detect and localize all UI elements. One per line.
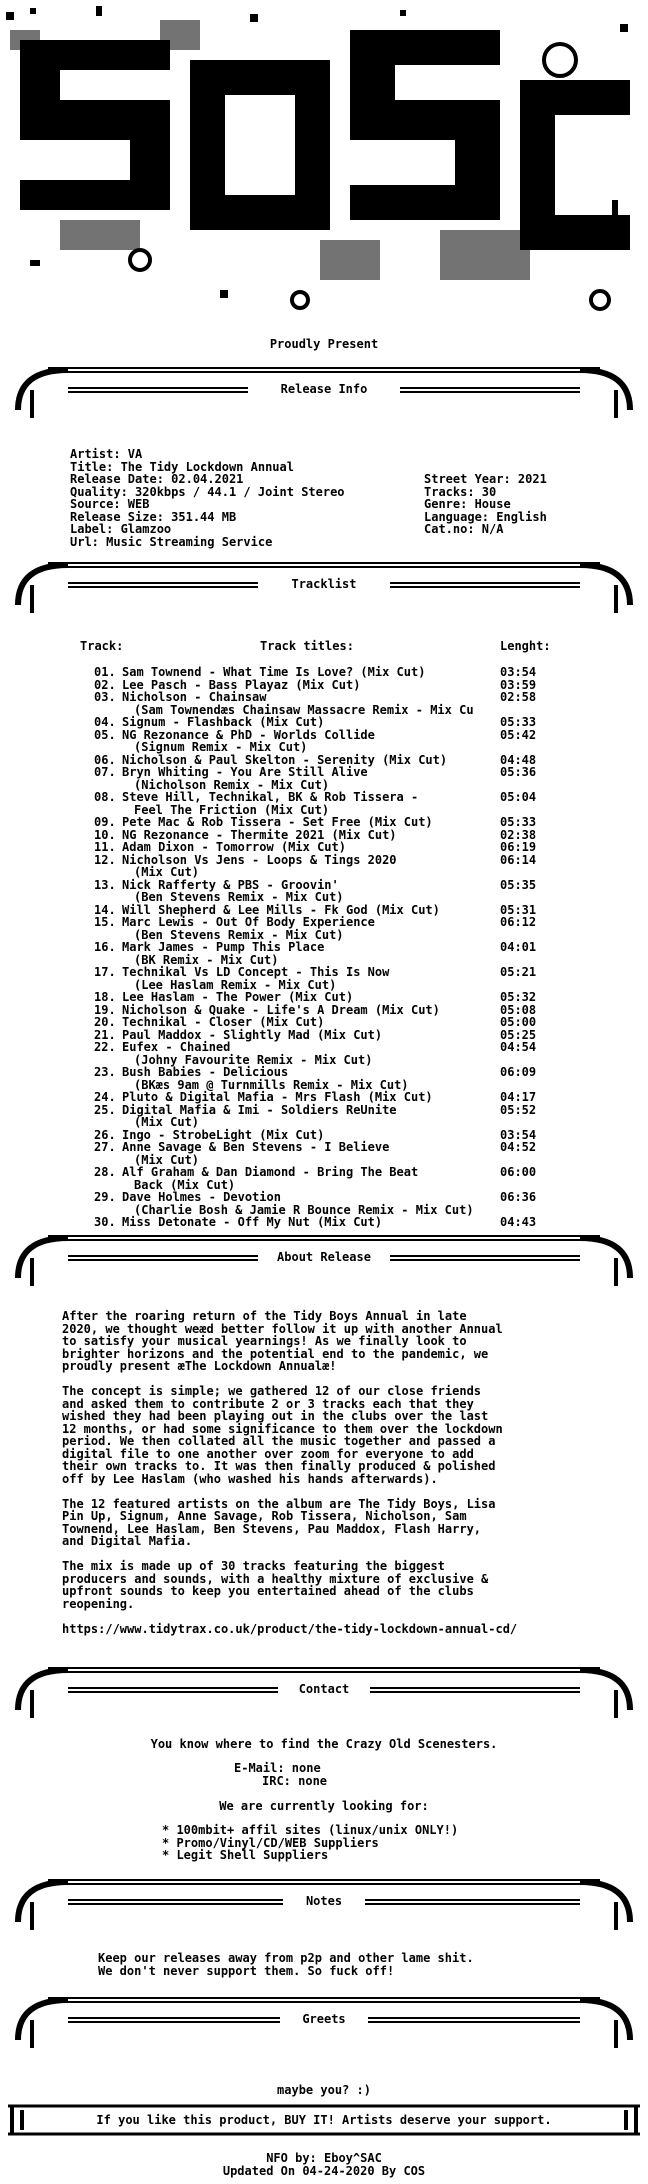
track-number: 09. (94, 815, 116, 829)
track-number: 04. (94, 715, 116, 729)
track-row (94, 791, 564, 804)
track-title: Pete Mac & Rob Tissera - Set Free (Mix Cut) (122, 815, 433, 829)
section-title: Greets (302, 2012, 346, 2026)
track-number: 02. (94, 677, 116, 692)
about-line: upfront sounds to keep you entertained ahead of the clubs (62, 1584, 474, 1598)
section-header-release-info (8, 360, 640, 420)
track-title: Marc Lewis - Out Of Body Experience (122, 915, 375, 929)
track-title: (Mix Cut) (134, 1152, 200, 1167)
track-row (94, 941, 564, 954)
track-title: Mark James - Pump This Place (122, 940, 325, 954)
track-row (94, 1066, 564, 1079)
track-row (94, 1141, 564, 1154)
track-number: 21. (94, 1027, 116, 1042)
about-line: After the roaring return of the Tidy Boys Annual in late (62, 1309, 467, 1323)
buy-it-text: If you like this product, BUY IT! Artists deserve your support. (96, 2113, 552, 2127)
track-length: 02:58 (500, 690, 537, 704)
track-title: (Mix Cut) (134, 1115, 200, 1129)
track-title: Alf Graham & Dan Diamond - Bring The Beat (122, 1165, 419, 1179)
track-row (94, 1191, 564, 1204)
track-title: Technikal - Closer (Mix Cut) (122, 1015, 325, 1029)
track-title: NG Rezonance - Thermite 2021 (Mix Cut) (122, 827, 397, 842)
track-number: 17. (94, 965, 116, 979)
track-title: Lee Pasch - Bass Playaz (Mix Cut) (122, 677, 361, 692)
track-title: Ingo - StrobeLight (Mix Cut) (122, 1127, 325, 1142)
track-length: 03:59 (500, 677, 537, 692)
track-title: Feel The Friction (Mix Cut) (134, 802, 330, 817)
about-line: Pin Up, Signum, Anne Savage, Rob Tissera, Nicholson, Sam (62, 1509, 467, 1523)
track-number: 24. (94, 1090, 116, 1104)
track-row (94, 991, 564, 1004)
track-title: (Nicholson Remix - Mix Cut) (134, 777, 330, 792)
track-length: 05:21 (500, 965, 537, 979)
track-length: 05:42 (500, 727, 537, 742)
release-line: Quality: 320kbps / 44.1 / Joint Stereo (70, 484, 345, 499)
track-number: 16. (94, 940, 116, 954)
track-length: 06:00 (500, 1165, 537, 1179)
track-row (94, 716, 564, 729)
track-row (94, 891, 564, 904)
track-title: Lee Haslam - The Power (Mix Cut) (122, 990, 354, 1004)
track-row (94, 1116, 564, 1129)
contact-irc: IRC: none (262, 1774, 328, 1788)
track-length: 04:48 (500, 752, 537, 767)
track-number: 22. (94, 1040, 116, 1054)
release-line: Release Date: 02.04.2021 (70, 472, 244, 486)
track-title: Miss Detonate - Off My Nut (Mix Cut) (122, 1215, 383, 1229)
track-title: Nick Rafferty & PBS - Groovin' (122, 877, 339, 892)
intro-text: Proudly Present (269, 337, 379, 351)
section-header-about (8, 1228, 640, 1288)
about-line: 12 months, or had some significance to them over the lockdown (62, 1421, 503, 1436)
list-item: * Legit Shell Suppliers (162, 1848, 329, 1862)
track-number: 13. (94, 877, 116, 892)
track-title: Nicholson & Quake - Life's A Dream (Mix Cut) (122, 1002, 440, 1017)
track-row (94, 1091, 564, 1104)
track-title: Digital Mafia & Imi - Soldiers ReUnite (122, 1102, 397, 1117)
about-line: and Digital Mafia. (62, 1534, 193, 1548)
track-number: 05. (94, 727, 116, 742)
track-number: 23. (94, 1065, 116, 1079)
track-number: 29. (94, 1190, 116, 1204)
track-title: Will Shepherd & Lee Mills - Fk God (Mix Cut) (122, 902, 440, 917)
track-title: (BK Remix - Mix Cut) (134, 952, 279, 967)
track-number: 10. (94, 827, 116, 842)
logo-shape-c (520, 80, 630, 250)
contact-email: E-Mail: none (234, 1761, 321, 1775)
updated-text: Updated On 04-24-2020 By COS (222, 2164, 426, 2178)
track-title: Dave Holmes - Devotion (122, 1190, 281, 1204)
contact-intro: You know where to find the Crazy Old Scenesters. (150, 1737, 498, 1751)
track-row (94, 1166, 564, 1179)
track-length: 05:33 (500, 815, 537, 829)
release-line: Tracks: 30 (424, 484, 497, 499)
release-info-right (424, 473, 547, 536)
track-number: 19. (94, 1002, 116, 1017)
about-line: wished they had been playing out in the clubs over the last (62, 1409, 489, 1423)
track-title: Bush Babies - Delicious (122, 1065, 289, 1079)
track-length: 04:01 (500, 940, 537, 954)
track-title: (BKæs 9am @ Turnmills Remix - Mix Cut) (134, 1077, 409, 1092)
release-line: Label: Glamzoo (70, 522, 172, 536)
release-line: Language: English (424, 509, 547, 524)
track-length: 06:19 (500, 840, 537, 854)
section-title: Notes (305, 1894, 343, 1908)
section-title: About Release (277, 1250, 371, 1264)
track-length: 05:35 (500, 877, 537, 892)
about-line: digital file to one another over zoom for everyone to add (62, 1446, 474, 1461)
track-title: (Mix Cut) (134, 865, 200, 879)
track-number: 08. (94, 790, 116, 804)
about-line (62, 1610, 517, 1623)
track-row (94, 1016, 564, 1029)
track-length: 06:09 (500, 1065, 537, 1079)
track-number: 11. (94, 840, 116, 854)
col-titles: Track titles: (260, 639, 354, 653)
track-title: Signum - Flashback (Mix Cut) (122, 715, 325, 729)
track-length: 04:54 (500, 1040, 537, 1054)
track-title: Pluto & Digital Mafia - Mrs Flash (Mix Cut) (122, 1090, 433, 1104)
track-number: 15. (94, 915, 116, 929)
about-line: their own tracks to. It was then finally produced & polished (62, 1459, 496, 1473)
section-title: Contact (298, 1682, 350, 1696)
track-length: 03:54 (500, 1127, 537, 1142)
track-title: Nicholson Vs Jens - Loops & Tings 2020 (122, 852, 397, 867)
about-line: The concept is simple; we gathered 12 of our close friends (62, 1384, 482, 1398)
track-length: 04:52 (500, 1140, 537, 1154)
track-length: 05:04 (500, 790, 537, 804)
track-row (94, 691, 564, 704)
track-number: 01. (94, 665, 116, 679)
section-header-tracklist (8, 555, 640, 615)
track-length: 05:00 (500, 1015, 537, 1029)
col-track: Track: (80, 639, 124, 653)
track-length: 05:25 (500, 1027, 537, 1042)
release-line: Title: The Tidy Lockdown Annual (70, 459, 294, 474)
track-number: 12. (94, 852, 116, 867)
track-title: Back (Mix Cut) (134, 1177, 236, 1192)
track-list (94, 666, 564, 1229)
track-row (94, 916, 564, 929)
release-line: Artist: VA (70, 447, 143, 461)
list-item: * Promo/Vinyl/CD/WEB Suppliers (162, 1835, 379, 1850)
col-length: Lenght: (500, 639, 551, 653)
track-length: 06:14 (500, 852, 537, 867)
track-length: 06:12 (500, 915, 537, 929)
about-line: The 12 featured artists on the album are The Tidy Boys, Lisa (62, 1496, 496, 1511)
track-length: 03:54 (500, 665, 537, 679)
track-title: NG Rezonance & PhD - Worlds Collide (122, 727, 375, 742)
track-number: 14. (94, 902, 116, 917)
track-row (94, 766, 564, 779)
track-title: Nicholson - Chainsaw (122, 690, 267, 704)
track-row (94, 966, 564, 979)
section-header-contact (8, 1660, 640, 1720)
track-length: 05:08 (500, 1002, 537, 1017)
section-header-greets (8, 1990, 640, 2050)
track-length: 04:17 (500, 1090, 537, 1104)
track-length: 02:38 (500, 827, 537, 842)
release-line: Release Size: 351.44 MB (70, 509, 237, 524)
list-item: * 100mbit+ affil sites (linux/unix ONLY!) (162, 1823, 459, 1837)
release-line: Street Year: 2021 (424, 472, 547, 486)
track-length: 04:43 (500, 1215, 537, 1229)
about-line: and asked them to contribute 2 or 3 tracks each that they (62, 1396, 474, 1411)
about-line: The mix is made up of 30 tracks featuring the biggest (62, 1559, 445, 1573)
track-number: 27. (94, 1140, 116, 1154)
track-title: (Johny Favourite Remix - Mix Cut) (134, 1052, 373, 1067)
track-title: Technikal Vs LD Concept - This Is Now (122, 965, 390, 979)
track-number: 20. (94, 1015, 116, 1029)
track-title: Anne Savage & Ben Stevens - I Believe (122, 1140, 390, 1154)
track-row (94, 666, 564, 679)
track-number: 06. (94, 752, 116, 767)
section-title: Tracklist (291, 577, 357, 591)
track-title: Adam Dixon - Tomorrow (Mix Cut) (122, 840, 346, 854)
section-title: Release Info (280, 382, 368, 396)
track-title: Eufex - Chained (122, 1040, 231, 1054)
logo-shape-s2 (350, 30, 500, 220)
about-line: to satisfy your musical yearnings! As we finally look to (62, 1334, 467, 1348)
contact-list (162, 1824, 458, 1862)
release-line: Url: Music Streaming Service (70, 534, 273, 549)
track-number: 28. (94, 1165, 116, 1179)
release-line: Genre: House (424, 497, 511, 511)
about-line: proudly present æThe Lockdown Annualæ! (62, 1359, 337, 1373)
track-title: (Ben Stevens Remix - Mix Cut) (134, 890, 344, 904)
about-line (62, 1485, 517, 1498)
track-title: (Ben Stevens Remix - Mix Cut) (134, 927, 344, 942)
about-line: brighter horizons and the potential end to the pandemic, we (62, 1346, 489, 1361)
track-length: 05:33 (500, 715, 537, 729)
logo-shape-s (20, 40, 170, 210)
track-row (94, 816, 564, 829)
track-row (94, 1041, 564, 1054)
track-length: 05:32 (500, 990, 537, 1004)
notes-line: Keep our releases away from p2p and other lame shit. (98, 1951, 474, 1965)
contact-looking: We are currently looking for: (219, 1799, 429, 1813)
about-line: https://www.tidytrax.co.uk/product/the-tidy-lockdown-annual-cd/ (62, 1621, 518, 1636)
about-line: 2020, we thought weæd better follow it up with another Annual (62, 1321, 503, 1336)
track-number: 25. (94, 1102, 116, 1117)
track-number: 07. (94, 765, 116, 779)
track-title: Paul Maddox - Slightly Mad (Mix Cut) (122, 1027, 383, 1042)
group-logo (0, 0, 648, 340)
track-title: Steve Hill, Technikal, BK & Rob Tissera - (122, 790, 419, 804)
notes-line: We don't never support them. So fuck off! (98, 1963, 395, 1978)
track-number: 03. (94, 690, 116, 704)
release-line: Cat.no: N/A (424, 522, 504, 536)
track-length: 05:31 (500, 902, 537, 917)
track-length: 05:52 (500, 1102, 537, 1117)
track-title: Bryn Whiting - You Are Still Alive (122, 765, 368, 779)
about-text (62, 1310, 517, 1635)
track-title: Nicholson & Paul Skelton - Serenity (Mix Cut) (122, 752, 448, 767)
track-number: 30. (94, 1215, 116, 1229)
track-title: (Sam Townendæs Chainsaw Massacre Remix - Mix Cu (134, 702, 474, 717)
track-row (94, 866, 564, 879)
track-row (94, 841, 564, 854)
track-title: Sam Townend - What Time Is Love? (Mix Cut) (122, 665, 426, 679)
track-length: 06:36 (500, 1190, 537, 1204)
track-title: (Lee Haslam Remix - Mix Cut) (134, 977, 337, 992)
track-number: 18. (94, 990, 116, 1004)
about-line: reopening. (62, 1596, 135, 1611)
about-line: period. We then collated all the music together and passed a (62, 1434, 496, 1448)
release-line: Source: WEB (70, 497, 150, 511)
track-row (94, 1216, 564, 1229)
track-length: 05:36 (500, 765, 537, 779)
track-row (94, 741, 564, 754)
about-line: off by Lee Haslam (who washed his hands afterwards). (62, 1471, 438, 1486)
logo-shape-o (190, 60, 330, 230)
nfo-by: NFO by: Eboy^SAC (266, 2151, 382, 2165)
track-title: (Charlie Bosh & Jamie R Bounce Remix - Mix Cut) (134, 1202, 474, 1217)
about-line: producers and sounds, with a healthy mixture of exclusive & (62, 1571, 489, 1586)
greets-text: maybe you? :) (277, 2083, 371, 2097)
about-line: Townend, Lee Haslam, Ben Stevens, Pau Maddox, Flash Harry, (62, 1521, 482, 1536)
notes-text (98, 1952, 474, 1977)
section-header-notes (8, 1872, 640, 1932)
release-info-left (70, 448, 345, 548)
track-number: 26. (94, 1127, 116, 1142)
track-title: (Signum Remix - Mix Cut) (134, 740, 308, 754)
